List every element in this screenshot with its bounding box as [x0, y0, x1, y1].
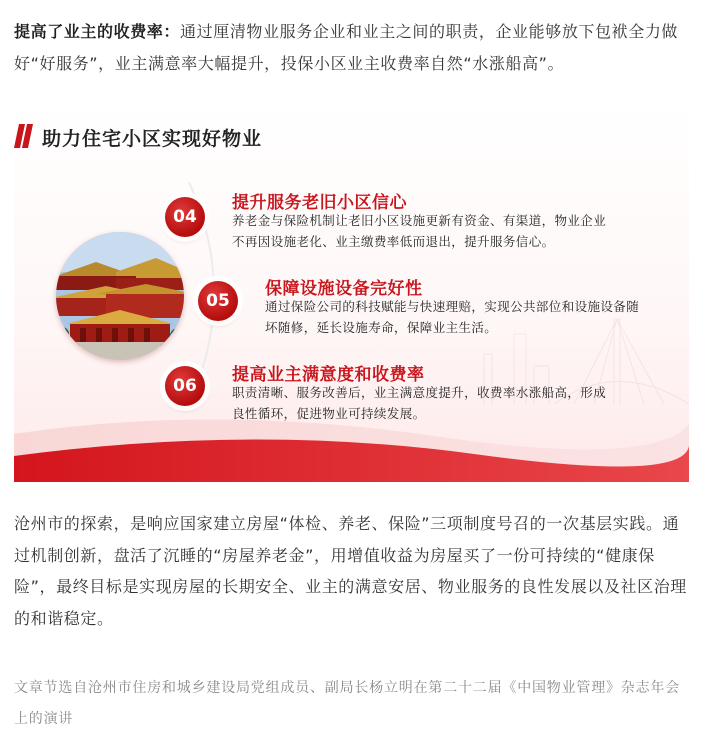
- item-desc-05-line1: 通过保险公司的科技赋能与快速理赔，实现公共部位和设施设备随: [265, 299, 640, 314]
- badge-04: 04: [165, 197, 205, 237]
- item-desc-04-line2: 不再因设施老化、业主缴费率低而退出，提升服务信心。: [232, 234, 555, 249]
- intro-paragraph: [14, 16, 689, 79]
- intro-text: 通过厘清物业服务企业和业主之间的职责，企业能够放下包袱全力做好“好服务”，业主满意率大幅提升，投保小区业主收费率自然“水涨船高”。: [14, 22, 679, 73]
- body-paragraph: 沧州市的探索，是响应国家建立房屋“体检、养老、保险”三项制度号召的一次基层实践。通过机制创新，盘活了沉睡的“房屋养老金”，用增值收益为房屋买了一份可持续的“健康保险”，最终目标是实现房屋的长期安全、业主的满意安居、物业服务的良性发展以及社区治理的和谐稳定。: [14, 514, 687, 628]
- infographic-banner: [14, 104, 689, 482]
- item-desc-05-line2: 坏随修，延长设施寿命，保障业主生活。: [265, 320, 498, 335]
- item-desc-06-line2: 良性循环，促进物业可持续发展。: [232, 406, 426, 421]
- banner-title: 助力住宅小区实现好物业: [42, 128, 263, 150]
- source-caption: 文章节选自沧州市住房和城乡建设局党组成员、副局长杨立明在第二十二届《中国物业管理》杂志年会上的演讲: [14, 680, 680, 727]
- intro-lead: 提高了业主的收费率：: [14, 22, 181, 41]
- item-desc-06-line1: 职责清晰、服务改善后，业主满意度提升，收费率水涨船高，形成: [232, 385, 607, 400]
- item-desc-04-line1: 养老金与保险机制让老旧小区设施更新有资金、有渠道，物业企业: [232, 213, 607, 228]
- badge-05: 05: [198, 281, 238, 321]
- title-slash-icon: [14, 124, 34, 148]
- badge-06: 06: [165, 366, 205, 406]
- item-title-06: 提高业主满意度和收费率: [232, 365, 425, 385]
- item-title-04: 提升服务老旧小区信心: [232, 193, 407, 213]
- palace-photo: [56, 232, 184, 360]
- item-title-05: 保障设施设备完好性: [265, 279, 423, 299]
